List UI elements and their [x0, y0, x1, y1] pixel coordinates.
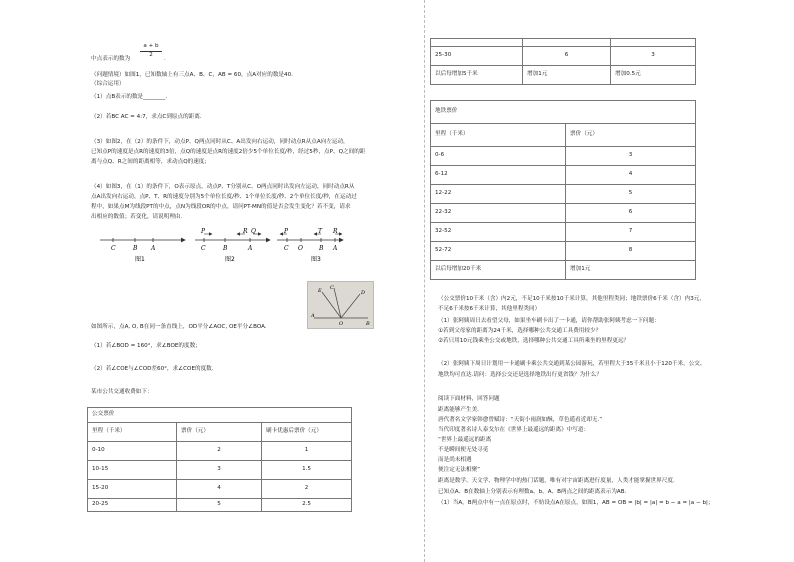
table-row [431, 204, 696, 223]
table-cell: 1.5 [262, 461, 352, 480]
midpoint-end: . [164, 56, 166, 62]
table-cell: 4 [177, 480, 262, 499]
table-cell: 3 [177, 461, 262, 480]
fig3-label-o: O [298, 245, 303, 252]
table-cell: 3 [611, 47, 696, 66]
reading-line: 当代印度著名诗人泰戈尔在《世界上最遥远的距离》中写道： [438, 427, 590, 433]
fig3-label-a: A [333, 245, 338, 252]
table-cell: 3 [566, 147, 696, 166]
table-row [88, 480, 352, 499]
table-row [431, 223, 696, 242]
fig3-label-r: R [333, 228, 338, 235]
table-cell: 15-20 [88, 480, 177, 499]
table-cell: 5 [566, 185, 696, 204]
transport-intro: 某市公共交通收费如下： [91, 389, 153, 395]
angle-label-a: A [311, 313, 315, 319]
question-3-line2: 已知点P的速度是点R的速度的3倍，点Q的速度是点R的速度2倍少5个单位长度/秒，经过5秒，点P、Q之间的距 [91, 149, 366, 155]
fig1-label-c: C [111, 245, 116, 252]
table-cell: 6 [566, 204, 696, 223]
number-line-figures [95, 225, 345, 265]
fig3-caption: 图3 [311, 256, 321, 263]
fraction-denominator: 2 [149, 51, 153, 58]
fig2-label-c: C [201, 245, 206, 252]
table-cell: 25-30 [431, 47, 523, 66]
table-cell: 22-32 [431, 204, 566, 223]
reading-title: 阅读下面材料，回答问题 [438, 396, 500, 402]
table-cell: 0-10 [88, 442, 177, 461]
table-row [88, 461, 352, 480]
bus-header-fare: 票价（元） [177, 423, 262, 442]
question-4-line2: 点A出发向右运动，点P、T、R的速度分别为5个单位长度/秒、1个单位长度/秒、2个单位长度/秒，在运动过 [91, 194, 357, 200]
table-cell: 增加1元 [523, 66, 611, 85]
metro-header-fare: 票价（元） [566, 124, 696, 147]
fig3-label-b: B [319, 245, 324, 252]
question-4-line3: 程中，如果点M为线段PT的中点，点N为线段OR的中点，请问PT-MN的值是否会发生变化？若不变，请求 [91, 204, 351, 210]
question-3-line3: 离与点Q、R之间的距离相等，求动点Q的速度； [91, 159, 210, 165]
angle-label-e: E [318, 288, 322, 294]
question-3-line1: （3）如图2，在（2）的条件下，动点P、Q两点同时从C、A出发向右运动，同时动点R从点A向左运动， [91, 139, 349, 145]
table-cell: 2.5 [262, 499, 352, 512]
bus-fare-title: 公交票价 [88, 408, 352, 423]
fig1-label-b: B [133, 245, 138, 252]
table-cell: 10-15 [88, 461, 177, 480]
angle-label-d: D [361, 290, 366, 296]
general-heading: （综合运用） [91, 81, 125, 87]
page-divider [424, 0, 426, 562]
fig2-label-a: A [248, 245, 253, 252]
fig2-caption: 图2 [225, 256, 235, 263]
table-cell: 12-22 [431, 185, 566, 204]
angle-intro: 如图所示，点A, O, B在同一条直线上，OD平分∠AOC, OE平分∠BOA. [91, 324, 267, 330]
table-cell: 52-72 [431, 242, 566, 261]
angle-question-2: （2）若∠COE与∠COD差60°，求∠COE的度数. [91, 366, 214, 372]
fig2-label-r: R [243, 228, 248, 235]
table-row [88, 442, 352, 461]
table-row [431, 166, 696, 185]
table-cell: 32-52 [431, 223, 566, 242]
fig3-label-c: C [284, 245, 289, 252]
problem-context: （问题情境）如图1，已知数轴上有三点A、B、C，AB = 60，点A对应的数是40. [91, 72, 293, 78]
midpoint-fraction [140, 43, 162, 59]
bus-fare-table-continued [430, 38, 696, 85]
table-cell: 6 [523, 47, 611, 66]
reading-line: 唐代著名文学家韩愈曾赋诗：“天街小雨润如酥，草色遥看近却无.” [438, 417, 603, 423]
fig2-label-q: Q [251, 228, 256, 235]
table-cell: 8 [566, 242, 696, 261]
metro-fare-title: 地铁票价 [431, 101, 696, 124]
table-cell: 7 [566, 223, 696, 242]
fig2-label-p: P [201, 228, 206, 235]
table-cell: 增加1元 [566, 261, 696, 280]
midpoint-text: 中点表示的数为 [91, 56, 131, 62]
transport-question-1b: ②若只用10元钱乘坐公交或地铁，选择哪种公共交通工具所乘坐的里程更远？ [438, 338, 630, 344]
table-row [431, 185, 696, 204]
metro-header-distance: 里程（千米） [431, 124, 566, 147]
table-cell: 2 [262, 480, 352, 499]
table-row [431, 147, 696, 166]
angle-label-c: C [330, 285, 334, 291]
table-row [431, 66, 696, 85]
bus-header-discount: 刷卡优惠后票价（元） [262, 423, 352, 442]
question-2: （2）若BC AC = 4:7，求点C到原点的距离. [91, 114, 202, 120]
table-row [431, 47, 696, 66]
reading-line: 已知点A、B在数轴上分别表示有理数a、b，A、B两点之间的距离表示为AB. [438, 489, 627, 495]
reading-line: 距离能够产生美. [438, 407, 479, 413]
reading-line: 而是尚未相遇 [438, 457, 472, 463]
fig1-label-a: A [151, 245, 156, 252]
fig3-label-p: P [284, 228, 289, 235]
table-cell: 20-25 [88, 499, 177, 512]
transport-question-2-line2: 地铁均可直达.请问：选择公交还是选择地铁出行更省钱？为什么？ [438, 372, 602, 378]
table-cell: 5 [177, 499, 262, 512]
table-cell: 以后每增加20千米 [431, 261, 566, 280]
table-cell: 4 [566, 166, 696, 185]
table-cell: 2 [177, 442, 262, 461]
question-1: （1）点B表示的数是________. [91, 94, 168, 100]
transport-question-2-line1: （2）张阿姨下周日计划用一卡通刷卡乘公共交通到某公园游玩，若里程大于35千米且小于120千米，公交、 [438, 361, 706, 367]
bus-fare-table [87, 407, 352, 512]
reading-line: 不是瞬间便无处寻觅 [438, 447, 489, 453]
fig3-label-t: T [318, 228, 323, 235]
reading-line: 距离是数学、天文学、物理学中的热门话题，唯有对宇宙距离进行度量，人类才能掌握世界尺度. [438, 478, 675, 484]
table-cell: 增加0.5元 [611, 66, 696, 85]
transport-question-1: （1）张阿姨周日去看望父母，如果坐车刷卡出了一卡通，请你帮助张阿姨考虑一下问题： [438, 318, 660, 324]
fare-note-line2: 不足6千米按6千米计算，其他里程类同） [438, 306, 541, 312]
table-cell: 0-6 [431, 147, 566, 166]
table-row [431, 261, 696, 280]
fig1-caption: 图1 [135, 256, 145, 263]
metro-fare-table [430, 100, 696, 280]
table-row [431, 242, 696, 261]
angle-label-b: B [366, 321, 370, 327]
question-4-line1: （4）如图3，在（1）的条件下，O表示原点，动点P、T分别从C、O两点同时出发向左运动，同时动点R从 [91, 184, 355, 190]
bus-header-distance: 里程（千米） [88, 423, 177, 442]
angle-question-1: （1）若∠BOD = 160°，求∠BOE的度数； [91, 343, 201, 349]
fare-note-line1: （公交票价10千米（含）内2元，不足10千米按10千米计算，其他里程类同；地铁票价6千米（含）内3元， [438, 296, 705, 302]
angle-label-o: O [339, 321, 344, 327]
reading-line: （1）当A，B两点中有一点在原点时，不妨设点A在原点，如图1，AB = OB = |b| = |a| = b − a = |a − b|； [438, 500, 714, 506]
reading-line: “世界上最遥远的距离 [438, 437, 492, 443]
reading-line: 便注定无法相聚” [438, 467, 481, 473]
table-cell: 6-12 [431, 166, 566, 185]
angle-figure [307, 281, 374, 329]
fraction-numerator: a + b [143, 43, 159, 49]
transport-question-1a: ①若到父母家的距离为24千米，选择哪种公共交通工具费用较少？ [438, 328, 602, 334]
fig2-label-b: B [223, 245, 228, 252]
table-cell: 1 [262, 442, 352, 461]
table-cell: 以后每增加5千米 [431, 66, 523, 85]
table-row [88, 499, 352, 512]
question-4-line4: 出相应的数值；若变化，请说明理由. [91, 214, 183, 220]
